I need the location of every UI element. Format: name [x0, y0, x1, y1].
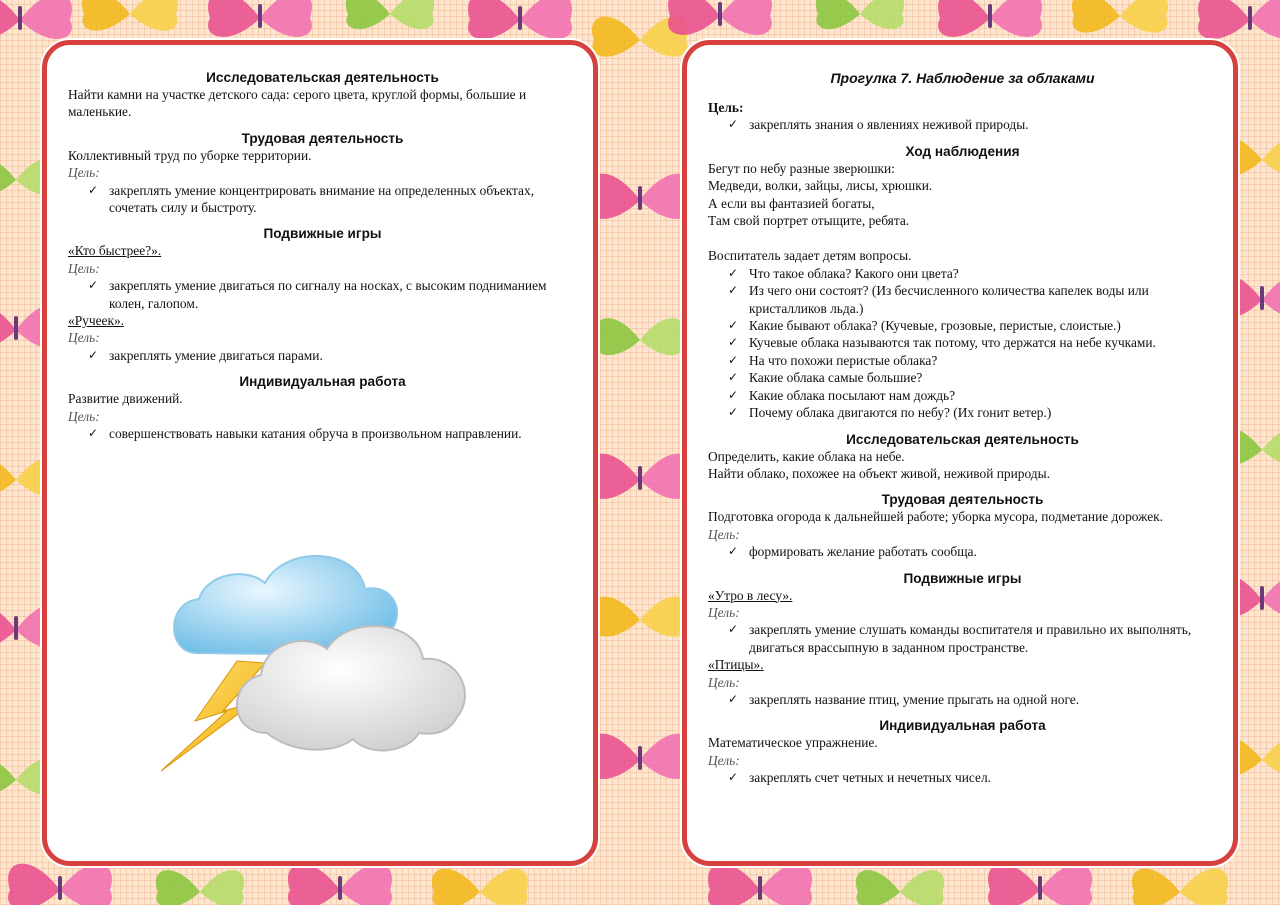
section-heading: Ход наблюдения — [905, 143, 1020, 159]
game-name: «Кто быстрее?». — [68, 243, 162, 259]
list-item: ✓ Какие облака самые большие? — [728, 369, 1217, 386]
section-heading: Подвижные игры — [263, 226, 382, 242]
paragraph: Математическое упражнение. — [708, 735, 878, 751]
paragraph: Найти облако, похожее на объект живой, неживой природы. — [708, 465, 1050, 481]
goal-list — [708, 691, 1217, 708]
poem-line: Там свой портрет отыщите, ребята. — [708, 213, 910, 229]
list-item: ✓ формировать желание работать сообща. — [728, 543, 1217, 560]
section-heading: Исследовательская деятельность — [846, 431, 1079, 447]
section-heading: Индивидуальная работа — [879, 718, 1046, 734]
goal-list — [708, 543, 1217, 560]
page-title: Прогулка 7. Наблюдение за облаками — [830, 70, 1095, 86]
section-heading: Подвижные игры — [903, 570, 1022, 586]
goal-list — [708, 621, 1217, 656]
goal-list — [68, 425, 577, 442]
list-item: ✓ Какие бывают облака? (Кучевые, грозовые, перистые, слоистые.) — [728, 317, 1217, 334]
paragraph: Развитие движений. — [68, 391, 183, 407]
list-item: ✓ Почему облака двигаются по небу? (Их гонит ветер.) — [728, 404, 1217, 421]
section-heading: Трудовая деятельность — [241, 130, 404, 146]
list-item: ✓ На что похожи перистые облака? — [728, 352, 1217, 369]
poem-line: А если вы фантазией богаты, — [708, 195, 875, 211]
list-item: ✓ закреплять умение двигаться парами. — [88, 347, 577, 364]
list-item: ✓ закреплять умение двигаться по сигналу на носках, с высоким подниманием колен, галопом. — [88, 277, 577, 312]
list-item: ✓ закреплять название птиц, умение прыгать на одной ноге. — [728, 691, 1217, 708]
section-heading: Трудовая деятельность — [881, 492, 1044, 508]
goal-label: Цель: — [68, 408, 100, 424]
questions-list — [708, 265, 1217, 422]
poem-line: Медведи, волки, зайцы, лисы, хрюшки. — [708, 178, 933, 194]
section-heading: Исследовательская деятельность — [206, 70, 439, 85]
goal-label: Цель: — [68, 165, 100, 181]
goal-list — [68, 182, 577, 217]
section-heading: Индивидуальная работа — [239, 374, 406, 390]
list-item: ✓ закреплять умение концентрировать внимание на определенных объектах, сочетать силу и быстроту. — [88, 182, 577, 217]
goal-list — [708, 769, 1217, 786]
goal-list — [708, 116, 1217, 133]
goal-label: Цель: — [68, 260, 100, 276]
list-item: ✓ закреплять знания о явлениях неживой природы. — [728, 116, 1217, 133]
left-page — [42, 40, 598, 866]
list-item: ✓ закреплять счет четных и нечетных чисел. — [728, 769, 1217, 786]
list-item: ✓ Какие облака посылают нам дождь? — [728, 387, 1217, 404]
paragraph: Определить, какие облака на небе. — [708, 448, 905, 464]
game-name: «Утро в лесу». — [708, 587, 793, 603]
goal-label: Цель: — [708, 526, 740, 542]
poem-line: Бегут по небу разные зверюшки: — [708, 160, 895, 176]
goal-label: Цель: — [68, 330, 100, 346]
right-page — [682, 40, 1238, 866]
goal-label: Цель: — [708, 752, 740, 768]
goal-label: Цель: — [708, 674, 740, 690]
list-item: ✓ закреплять умение слушать команды воспитателя и правильно их выполнять, двигаться врассыпную в заданном пространстве. — [728, 621, 1217, 656]
goal-label: Цель: — [708, 604, 740, 620]
list-item: ✓ Из чего они состоят? (Из бесчисленного количества капелек воды или кристалликов льда.) — [728, 282, 1217, 317]
game-name: «Птицы». — [708, 657, 764, 673]
list-item: ✓ Кучевые облака называются так потому, что держатся на небе кучками. — [728, 334, 1217, 351]
paragraph: Найти камни на участке детского сада: серого цвета, круглой формы, большие и маленькие. — [68, 87, 527, 120]
goal-list — [68, 347, 577, 364]
paragraph: Подготовка огорода к дальнейшей работе; уборка мусора, подметание дорожек. — [708, 509, 1163, 525]
game-name: «Ручеек». — [68, 313, 125, 329]
cloud-lightning-icon — [157, 543, 497, 783]
goal-list — [68, 277, 577, 312]
paragraph: Воспитатель задает детям вопросы. — [708, 248, 912, 264]
list-item: ✓ совершенствовать навыки катания обруча в произвольном направлении. — [88, 425, 577, 442]
list-item: ✓ Что такое облака? Какого они цвета? — [728, 265, 1217, 282]
paragraph: Коллективный труд по уборке территории. — [68, 147, 312, 163]
goal-label: Цель: — [708, 100, 744, 115]
